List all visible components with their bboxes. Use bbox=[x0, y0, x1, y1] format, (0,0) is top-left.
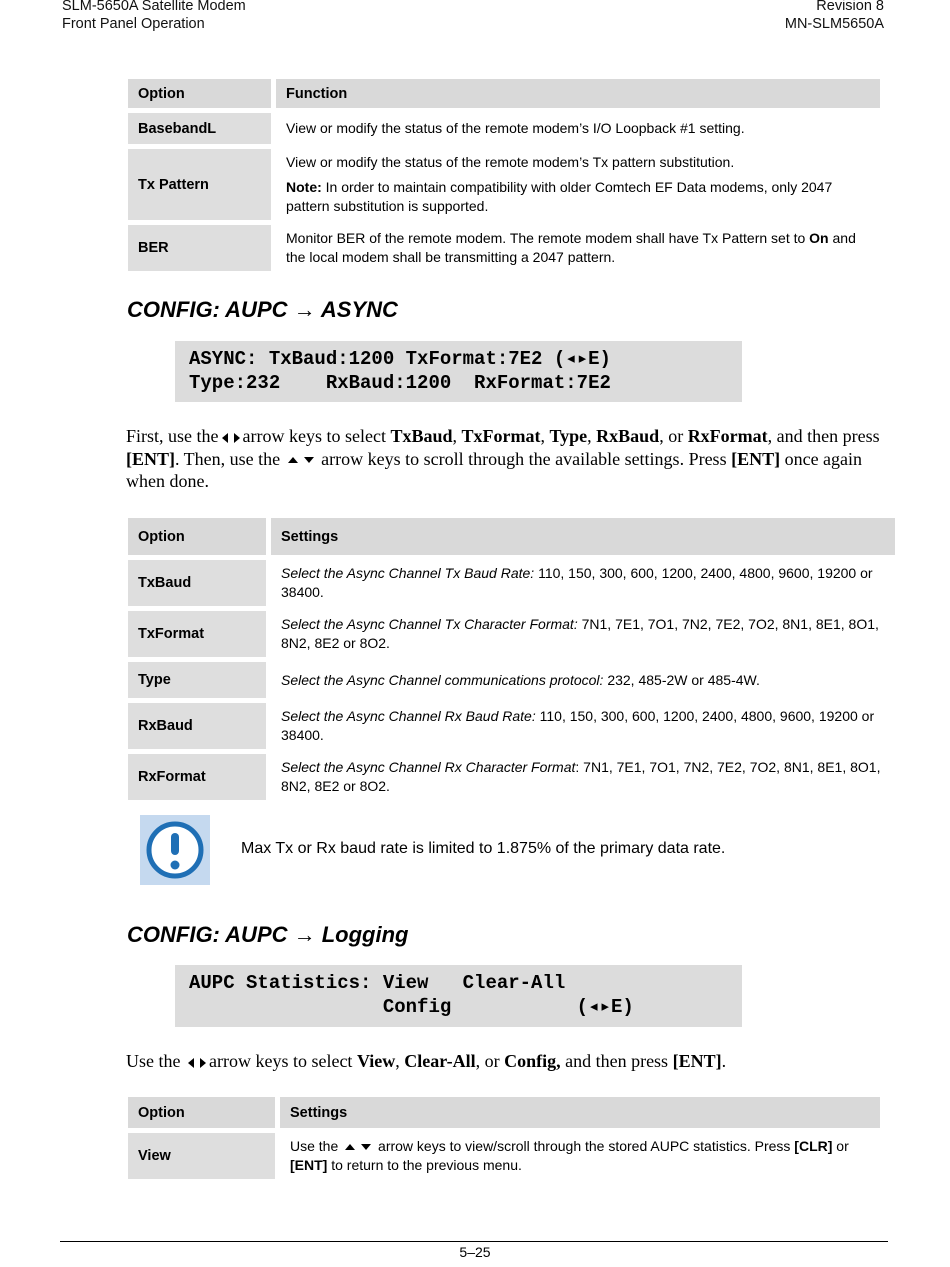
text: , bbox=[587, 426, 597, 446]
right-arrow-icon bbox=[234, 433, 240, 443]
option-key: RxFormat bbox=[128, 754, 266, 800]
text: arrow keys to view/scroll through the stored AUPC statistics. Press bbox=[374, 1138, 795, 1154]
option-desc bbox=[271, 560, 895, 606]
lcd-line: Type:232 RxBaud:1200 RxFormat:7E2 bbox=[189, 372, 611, 394]
doc-title: SLM-5650A Satellite Modem bbox=[62, 0, 246, 14]
keyword: View bbox=[356, 1051, 396, 1071]
text: Use the bbox=[290, 1138, 343, 1154]
note-icon-box bbox=[140, 815, 210, 885]
desc-part: Monitor BER of the remote modem. The remote modem shall have Tx Pattern set to bbox=[286, 230, 810, 246]
async-instructions bbox=[126, 425, 886, 493]
keyword: [CLR] bbox=[794, 1138, 833, 1154]
table-row bbox=[128, 149, 880, 220]
table-row bbox=[128, 611, 895, 657]
column-header-option: Option bbox=[128, 518, 266, 555]
note-text: Max Tx or Rx baud rate is limited to 1.875% of the primary data rate. bbox=[241, 840, 726, 857]
function-table bbox=[123, 74, 885, 276]
desc-values: 110, 150, 300, 600, 1200, 2400, 4800, 9600, 19200 or 38400. bbox=[281, 708, 875, 743]
left-arrow-icon bbox=[188, 1058, 194, 1068]
option-key: Type bbox=[128, 662, 266, 698]
desc-values: 232, 485-2W or 485-4W. bbox=[603, 671, 760, 688]
desc-part: and the local modem shall be transmitting a 2047 pattern. bbox=[286, 230, 856, 265]
text: , or bbox=[475, 1051, 505, 1071]
desc-values: 110, 150, 300, 600, 1200, 2400, 4800, 9600, 19200 or 38400. bbox=[281, 565, 873, 600]
lcd-line: Config (◂▸E) bbox=[189, 996, 634, 1018]
lcd-line: ASYNC: TxBaud:1200 TxFormat:7E2 (◂▸E) bbox=[189, 348, 611, 370]
option-key: Tx Pattern bbox=[128, 149, 271, 220]
table-row bbox=[128, 662, 895, 698]
text: , or bbox=[659, 426, 688, 446]
up-arrow-icon bbox=[288, 457, 298, 463]
desc-bold: On bbox=[809, 230, 829, 246]
async-settings-table bbox=[123, 513, 900, 805]
keyword: TxFormat bbox=[461, 426, 541, 446]
column-header-settings: Settings bbox=[280, 1097, 880, 1128]
logging-settings-table bbox=[123, 1092, 885, 1184]
option-desc bbox=[271, 703, 895, 749]
desc-text: View or modify the status of the remote modem’s Tx pattern substitution. bbox=[286, 154, 735, 170]
option-key: BasebandL bbox=[128, 113, 271, 144]
option-desc bbox=[271, 754, 895, 800]
up-arrow-icon bbox=[345, 1144, 355, 1150]
desc-lead: Select the Async Channel Rx Character Format bbox=[281, 759, 576, 775]
logging-instructions bbox=[126, 1050, 886, 1073]
right-arrow-icon bbox=[200, 1058, 206, 1068]
desc-values: 7N1, 7E1, 7O1, 7N2, 7E2, 7O2, 8N1, 8E1, 8O1, 8N2, 8E2 or 8O2. bbox=[281, 616, 879, 651]
option-desc bbox=[271, 611, 895, 657]
keyword: [ENT] bbox=[731, 448, 781, 469]
down-arrow-icon bbox=[361, 1144, 371, 1150]
text: , and then press bbox=[767, 426, 880, 446]
column-header-option: Option bbox=[128, 79, 271, 108]
option-key: TxBaud bbox=[128, 560, 266, 606]
text: , bbox=[395, 1051, 405, 1071]
text: arrow keys to scroll through the available settings. Press bbox=[316, 448, 732, 469]
left-arrow-icon bbox=[222, 433, 228, 443]
keyword: Type bbox=[549, 426, 588, 446]
column-header-settings: Settings bbox=[271, 518, 895, 555]
desc-lead: Select the Async Channel Rx Baud Rate: bbox=[281, 708, 536, 724]
text: , bbox=[452, 426, 462, 446]
keyword: [ENT] bbox=[290, 1157, 328, 1173]
keyword: Clear-All bbox=[404, 1051, 476, 1071]
option-key: View bbox=[128, 1133, 275, 1179]
text: and then press bbox=[560, 1051, 673, 1071]
option-desc bbox=[276, 149, 880, 220]
text: Use the bbox=[126, 1051, 185, 1071]
desc-lead: Select the Async Channel communications protocol: bbox=[281, 671, 604, 688]
desc-lead: Select the Async Channel Tx Character Format: bbox=[281, 616, 578, 632]
note-text: In order to maintain compatibility with older Comtech EF Data modems, only 2047 pattern substitution is supported. bbox=[286, 179, 833, 214]
footer-rule bbox=[60, 1241, 888, 1242]
page-number: 5–25 bbox=[459, 1244, 491, 1260]
text: First, use the bbox=[126, 426, 219, 446]
desc-lead: Select the Async Channel Tx Baud Rate: bbox=[281, 565, 535, 581]
text: . bbox=[721, 1051, 727, 1071]
lcd-line: AUPC Statistics: View Clear-All bbox=[189, 972, 566, 994]
revision: Revision 8 bbox=[816, 0, 884, 14]
text: arrow keys to select bbox=[242, 426, 391, 446]
desc-values: : 7N1, 7E1, 7O1, 7N2, 7E2, 7O2, 8N1, 8E1, 8O1, 8N2, 8E2 or 8O2. bbox=[281, 759, 881, 794]
lcd-display-logging bbox=[175, 965, 742, 1027]
section-title-logging: CONFIG: AUPC → Logging bbox=[127, 922, 409, 947]
text: once again when done. bbox=[126, 448, 863, 491]
option-key: RxBaud bbox=[128, 703, 266, 749]
keyword: [ENT] bbox=[672, 1051, 722, 1071]
manual-number: MN-SLM5650A bbox=[784, 16, 884, 32]
text: arrow keys to select bbox=[208, 1051, 357, 1071]
keyword: RxFormat bbox=[687, 426, 768, 446]
text: or bbox=[832, 1138, 849, 1154]
option-key: TxFormat bbox=[128, 611, 266, 657]
table-row bbox=[128, 754, 895, 800]
text: , bbox=[540, 426, 550, 446]
column-header-option: Option bbox=[128, 1097, 275, 1128]
down-arrow-icon bbox=[304, 457, 314, 463]
note-label: Note: bbox=[286, 179, 322, 195]
exclamation-circle-icon bbox=[140, 815, 210, 885]
table-row bbox=[128, 560, 895, 606]
keyword: RxBaud bbox=[596, 426, 660, 446]
option-desc bbox=[271, 662, 895, 698]
option-desc bbox=[280, 1133, 880, 1179]
section-title-async: CONFIG: AUPC → ASYNC bbox=[127, 297, 398, 322]
option-key: BER bbox=[128, 225, 271, 271]
option-desc: View or modify the status of the remote modem’s I/O Loopback #1 setting. bbox=[276, 113, 880, 144]
column-header-function: Function bbox=[276, 79, 880, 108]
text: . Then, use the bbox=[175, 448, 285, 469]
option-desc bbox=[276, 225, 880, 271]
keyword: [ENT] bbox=[126, 448, 175, 469]
lcd-display-async bbox=[175, 341, 742, 402]
header-right bbox=[785, 0, 884, 33]
table-row bbox=[128, 113, 880, 144]
chapter-title: Front Panel Operation bbox=[62, 16, 205, 32]
desc-note bbox=[286, 178, 870, 216]
table-row bbox=[128, 1133, 880, 1179]
table-row bbox=[128, 225, 880, 271]
table-row bbox=[128, 703, 895, 749]
text: to return to the previous menu. bbox=[327, 1157, 522, 1173]
header-left bbox=[62, 0, 246, 33]
keyword: TxBaud bbox=[390, 426, 453, 446]
keyword: Config, bbox=[504, 1051, 561, 1071]
